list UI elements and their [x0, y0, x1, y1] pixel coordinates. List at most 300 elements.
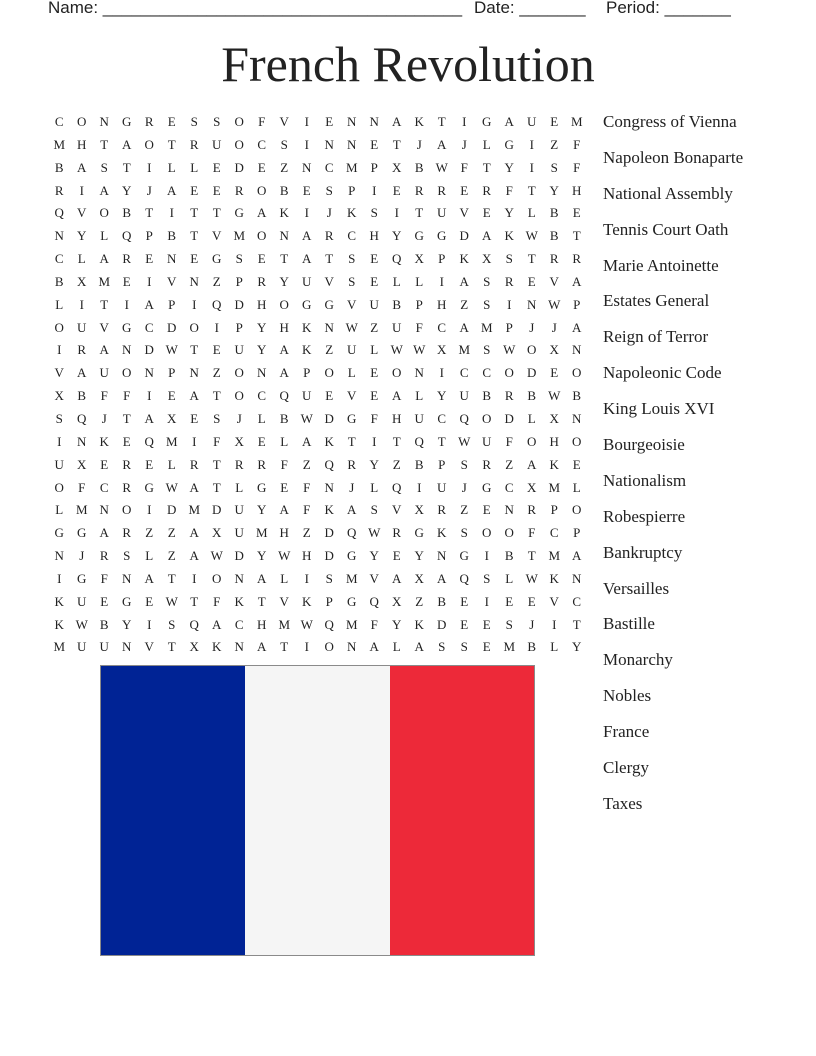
grid-letter: E [460, 593, 469, 609]
grid-letter: I [79, 182, 84, 198]
grid-letter: W [413, 342, 426, 358]
grid-letter: Q [347, 525, 357, 541]
word-list-item: Marie Antoinette [603, 255, 719, 275]
grid-letter: A [347, 502, 357, 518]
grid-letter: R [414, 182, 424, 198]
grid-letter: E [212, 182, 221, 198]
grid-letter: N [122, 342, 132, 358]
grid-letter: X [77, 273, 87, 289]
grid-letter: N [122, 570, 132, 586]
grid-letter: R [392, 525, 402, 541]
grid-letter: R [504, 273, 514, 289]
grid-letter: J [79, 548, 85, 564]
grid-letter: D [167, 502, 177, 518]
grid-letter: S [460, 525, 468, 541]
grid-letter: N [122, 639, 132, 655]
grid-letter: K [279, 205, 289, 221]
grid-letter: W [300, 410, 313, 426]
grid-letter: K [549, 456, 559, 472]
grid-letter: F [280, 456, 288, 472]
word-list-item: Napoleon Bonaparte [603, 147, 744, 167]
grid-letter: I [169, 205, 174, 221]
grid-letter: N [324, 319, 334, 335]
grid-letter: C [437, 410, 447, 426]
grid-letter: C [54, 114, 64, 129]
grid-letter: E [145, 456, 154, 472]
grid-letter: T [392, 433, 401, 449]
grid-letter: E [460, 182, 469, 198]
grid-letter: P [550, 502, 558, 518]
grid-letter: I [552, 616, 557, 632]
grid-letter: V [279, 593, 289, 609]
grid-letter: T [212, 205, 221, 221]
grid-letter: X [54, 388, 64, 404]
grid-letter: K [324, 433, 334, 449]
grid-letter: Z [302, 456, 311, 472]
grid-letter: K [504, 228, 514, 244]
grid-letter: D [527, 365, 537, 381]
grid-letter: T [347, 433, 356, 449]
grid-letter: T [212, 479, 221, 495]
grid-letter: A [99, 525, 109, 541]
grid-letter: E [190, 251, 199, 267]
word-list-item: Congress of Vienna [603, 112, 737, 131]
worksheet-header [48, 0, 748, 20]
grid-letter: R [504, 388, 514, 404]
grid-letter: C [347, 228, 357, 244]
grid-letter: L [167, 159, 176, 175]
grid-letter: Y [369, 548, 379, 564]
grid-letter: I [147, 388, 152, 404]
grid-letter: Z [550, 136, 559, 152]
grid-letter: K [302, 319, 312, 335]
grid-letter: S [370, 502, 378, 518]
grid-letter: Z [167, 548, 176, 564]
grid-letter: W [165, 479, 178, 495]
grid-letter: F [415, 319, 423, 335]
grid-letter: U [234, 342, 244, 358]
grid-letter: Y [279, 273, 289, 289]
grid-letter: A [77, 159, 87, 175]
grid-letter: S [483, 342, 491, 358]
grid-letter: P [235, 319, 243, 335]
grid-letter: X [437, 342, 447, 358]
grid-letter: W [300, 616, 313, 632]
grid-letter: O [54, 479, 64, 495]
grid-letter: E [257, 251, 266, 267]
grid-letter: S [438, 639, 446, 655]
grid-letter: I [147, 616, 152, 632]
grid-letter: O [122, 502, 132, 518]
grid-letter: F [370, 616, 378, 632]
grid-letter: E [370, 136, 379, 152]
grid-letter: V [167, 273, 177, 289]
grid-letter: N [347, 639, 357, 655]
grid-letter: U [302, 388, 312, 404]
grid-letter: A [189, 388, 199, 404]
grid-letter: M [98, 273, 111, 289]
grid-letter: S [370, 205, 378, 221]
grid-letter: A [302, 251, 312, 267]
grid-letter: T [190, 342, 199, 358]
grid-letter: X [549, 342, 559, 358]
grid-letter: E [302, 182, 311, 198]
grid-letter: I [529, 159, 534, 175]
grid-letter: E [527, 273, 536, 289]
grid-letter: E [100, 456, 109, 472]
grid-letter: Q [414, 433, 424, 449]
grid-letter: A [302, 228, 312, 244]
grid-letter: Z [460, 296, 469, 312]
grid-letter: A [144, 570, 154, 586]
grid-letter: B [167, 228, 177, 244]
grid-letter: E [527, 593, 536, 609]
grid-letter: F [370, 410, 378, 426]
grid-letter: X [527, 479, 537, 495]
grid-letter: Q [459, 410, 469, 426]
grid-letter: W [390, 342, 403, 358]
grid-letter: B [122, 205, 132, 221]
grid-letter: Z [280, 159, 289, 175]
grid-letter: O [234, 114, 244, 129]
grid-letter: J [416, 136, 422, 152]
grid-letter: F [213, 593, 221, 609]
grid-letter: Q [189, 616, 199, 632]
grid-letter: S [483, 273, 491, 289]
grid-letter: E [145, 593, 154, 609]
grid-letter: G [122, 114, 132, 129]
grid-letter: Q [77, 410, 87, 426]
grid-letter: A [414, 639, 424, 655]
grid-letter: D [144, 342, 154, 358]
grid-letter: K [414, 616, 424, 632]
grid-letter: A [279, 365, 289, 381]
grid-letter: V [549, 273, 559, 289]
grid-letter: I [439, 365, 444, 381]
grid-letter: I [192, 570, 197, 586]
grid-letter: O [572, 502, 582, 518]
grid-letter: O [572, 365, 582, 381]
grid-letter: P [168, 296, 176, 312]
grid-letter: I [484, 593, 489, 609]
grid-letter: N [324, 479, 334, 495]
grid-letter: U [302, 273, 312, 289]
grid-letter: O [99, 205, 109, 221]
grid-letter: N [369, 114, 379, 129]
grid-letter: G [77, 525, 87, 541]
grid-letter: H [279, 525, 289, 541]
grid-letter: Y [549, 182, 559, 198]
grid-letter: H [549, 433, 559, 449]
grid-letter: R [527, 502, 537, 518]
grid-letter: E [572, 456, 581, 472]
grid-letter: K [99, 433, 109, 449]
grid-letter: P [303, 365, 311, 381]
grid-letter: M [255, 525, 268, 541]
grid-letter: L [370, 342, 379, 358]
grid-letter: Q [122, 228, 132, 244]
grid-letter: R [482, 456, 492, 472]
word-list-item: Napoleonic Code [603, 363, 722, 383]
grid-letter: T [527, 251, 536, 267]
grid-letter: N [189, 273, 199, 289]
grid-letter: A [99, 342, 109, 358]
grid-letter: H [392, 410, 402, 426]
grid-letter: M [188, 502, 201, 518]
grid-letter: A [279, 502, 289, 518]
grid-letter: S [348, 251, 356, 267]
grid-letter: K [347, 205, 357, 221]
grid-letter: G [77, 570, 87, 586]
grid-letter: U [77, 639, 87, 655]
grid-letter: U [77, 319, 87, 335]
grid-letter: K [324, 502, 334, 518]
grid-letter: Q [369, 593, 379, 609]
word-list-item: Bourgeoisie [603, 435, 685, 455]
grid-letter: E [325, 114, 334, 129]
grid-letter: V [144, 639, 154, 655]
grid-letter: R [437, 502, 447, 518]
grid-letter: I [79, 296, 84, 312]
grid-letter: T [190, 593, 199, 609]
grid-letter: C [572, 593, 582, 609]
grid-letter: R [122, 251, 132, 267]
grid-letter: A [392, 388, 402, 404]
grid-letter: B [527, 388, 537, 404]
grid-letter: S [213, 114, 221, 129]
grid-letter: B [279, 410, 289, 426]
grid-letter: L [190, 159, 199, 175]
grid-letter: N [437, 548, 447, 564]
grid-letter: N [414, 365, 424, 381]
grid-letter: C [459, 365, 469, 381]
grid-letter: R [257, 456, 267, 472]
grid-letter: M [458, 342, 471, 358]
grid-letter: R [189, 456, 199, 472]
grid-letter: G [54, 525, 64, 541]
grid-letter: I [192, 296, 197, 312]
grid-letter: L [167, 456, 176, 472]
grid-letter: Y [504, 205, 514, 221]
grid-letter: E [167, 388, 176, 404]
grid-letter: C [504, 479, 514, 495]
grid-letter: L [257, 410, 266, 426]
grid-letter: P [235, 273, 243, 289]
grid-letter: A [572, 273, 582, 289]
grid-letter: E [145, 251, 154, 267]
grid-letter: B [392, 296, 402, 312]
grid-letter: W [345, 319, 358, 335]
grid-letter: O [482, 525, 492, 541]
grid-letter: T [527, 548, 536, 564]
grid-letter: N [99, 114, 109, 129]
grid-letter: X [77, 456, 87, 472]
grid-letter: T [190, 228, 199, 244]
grid-letter: B [437, 593, 447, 609]
word-list-item: Reign of Terror [603, 327, 709, 347]
grid-letter: L [55, 502, 64, 518]
grid-letter: D [167, 319, 177, 335]
grid-letter: A [144, 410, 154, 426]
grid-letter: L [572, 479, 581, 495]
grid-letter: F [573, 136, 581, 152]
grid-letter: E [505, 593, 514, 609]
grid-letter: J [551, 319, 557, 335]
grid-letter: X [392, 159, 402, 175]
grid-letter: P [325, 593, 333, 609]
grid-letter: I [147, 159, 152, 175]
word-list-item: Versailles [603, 578, 670, 598]
grid-letter: J [146, 182, 152, 198]
grid-letter: Y [122, 182, 132, 198]
grid-letter: T [280, 251, 289, 267]
grid-letter: S [483, 570, 491, 586]
grid-letter: B [54, 159, 64, 175]
grid-letter: Y [392, 616, 402, 632]
grid-letter: H [369, 228, 379, 244]
grid-letter: W [368, 525, 381, 541]
grid-letter: N [189, 365, 199, 381]
grid-letter: O [257, 228, 267, 244]
grid-letter: Y [77, 228, 87, 244]
grid-letter: L [77, 251, 86, 267]
grid-letter: H [279, 319, 289, 335]
grid-letter: N [144, 365, 154, 381]
grid-letter: I [462, 114, 467, 129]
grid-letter: J [461, 479, 467, 495]
grid-letter: B [527, 639, 537, 655]
grid-letter: S [100, 159, 108, 175]
grid-letter: M [548, 548, 561, 564]
grid-letter: F [505, 433, 513, 449]
grid-letter: I [57, 570, 62, 586]
grid-letter: F [303, 502, 311, 518]
grid-letter: E [550, 114, 559, 129]
grid-letter: X [234, 433, 244, 449]
grid-letter: O [482, 410, 492, 426]
word-list-item: Nobles [603, 686, 652, 706]
grid-letter: O [257, 182, 267, 198]
grid-letter: B [414, 456, 424, 472]
grid-letter: I [372, 182, 377, 198]
grid-letter: I [439, 273, 444, 289]
grid-letter: N [167, 251, 177, 267]
grid-letter: L [527, 205, 536, 221]
grid-letter: F [78, 479, 86, 495]
grid-letter: R [99, 548, 109, 564]
grid-letter: T [212, 456, 221, 472]
grid-letter: V [459, 205, 469, 221]
grid-letter: Y [122, 616, 132, 632]
grid-letter: S [505, 251, 513, 267]
grid-letter: Y [257, 548, 267, 564]
grid-letter: C [54, 251, 64, 267]
grid-letter: Q [459, 570, 469, 586]
grid-letter: C [257, 388, 267, 404]
grid-letter: W [278, 548, 291, 564]
grid-letter: A [572, 319, 582, 335]
grid-letter: K [302, 593, 312, 609]
grid-letter: S [460, 456, 468, 472]
grid-letter: S [168, 616, 176, 632]
grid-letter: A [504, 114, 514, 129]
grid-letter: A [279, 342, 289, 358]
word-list-item: National Assembly [603, 183, 733, 203]
grid-letter: E [482, 639, 491, 655]
grid-letter: J [349, 479, 355, 495]
grid-letter: D [324, 410, 334, 426]
grid-letter: G [414, 228, 424, 244]
grid-letter: K [54, 593, 64, 609]
grid-letter: T [122, 410, 131, 426]
grid-letter: V [212, 228, 222, 244]
grid-letter: L [415, 273, 424, 289]
grid-letter: X [212, 525, 222, 541]
grid-letter: G [302, 296, 312, 312]
grid-letter: T [280, 639, 289, 655]
grid-letter: Q [54, 205, 64, 221]
grid-letter: O [504, 365, 514, 381]
grid-letter: B [77, 388, 87, 404]
grid-letter: Z [167, 525, 176, 541]
grid-letter: I [394, 205, 399, 221]
grid-letter: D [437, 616, 447, 632]
flag-red-stripe [390, 666, 534, 955]
grid-letter: T [325, 251, 334, 267]
grid-letter: E [190, 182, 199, 198]
grid-letter: T [167, 570, 176, 586]
grid-letter: X [482, 251, 492, 267]
grid-letter: Z [370, 319, 379, 335]
grid-letter: G [482, 114, 492, 129]
grid-letter: T [482, 159, 491, 175]
grid-letter: M [503, 639, 516, 655]
grid-letter: B [549, 228, 559, 244]
grid-letter: P [505, 319, 513, 335]
grid-letter: E [370, 273, 379, 289]
grid-letter: M [233, 228, 246, 244]
grid-letter: A [482, 228, 492, 244]
grid-letter: B [504, 548, 514, 564]
grid-letter: P [145, 228, 153, 244]
grid-letter: L [482, 136, 491, 152]
grid-letter: A [257, 639, 267, 655]
grid-letter: D [234, 548, 244, 564]
grid-letter: A [572, 548, 582, 564]
grid-letter: N [279, 228, 289, 244]
grid-letter: M [75, 502, 88, 518]
flag-blue-stripe [101, 666, 245, 955]
grid-letter: I [57, 342, 62, 358]
grid-letter: E [167, 114, 176, 129]
grid-letter: O [77, 114, 87, 129]
grid-letter: O [189, 319, 199, 335]
grid-letter: T [257, 593, 266, 609]
grid-letter: E [257, 159, 266, 175]
grid-letter: G [504, 136, 514, 152]
grid-letter: A [392, 570, 402, 586]
grid-letter: F [460, 159, 468, 175]
grid-letter: T [100, 136, 109, 152]
grid-letter: D [212, 502, 222, 518]
grid-letter: L [415, 388, 424, 404]
grid-letter: I [507, 296, 512, 312]
grid-letter: J [529, 616, 535, 632]
grid-letter: E [122, 433, 131, 449]
grid-letter: I [304, 114, 309, 129]
grid-letter: G [347, 410, 357, 426]
grid-letter: U [437, 479, 447, 495]
